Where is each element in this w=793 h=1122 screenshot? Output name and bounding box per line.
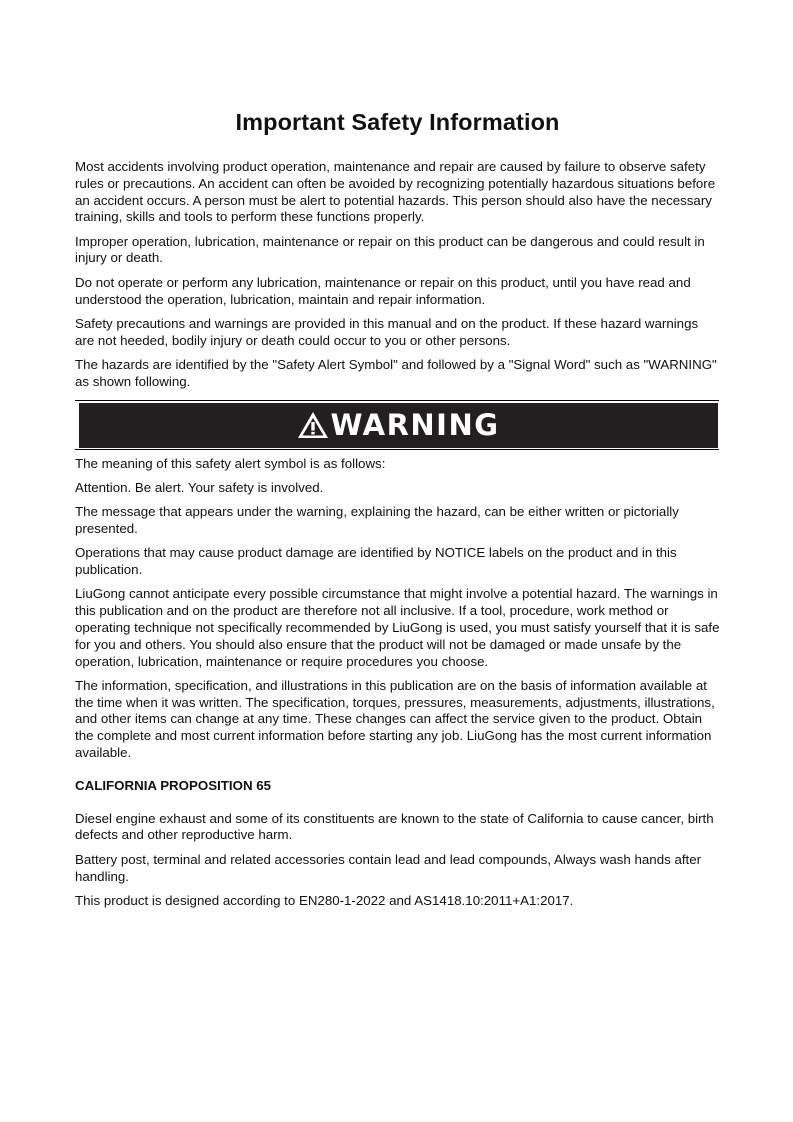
document-page [75,0,720,910]
warning-paragraph: The information, specification, and illustrations in this publication are on the basis of information available at the time when it was written. The specification, torques, pressures, measurements, adjustments, illustrations, and other items can change at any time. These changes can affect the service given to the product. Obtain the complete and most current information before starting any job. LiuGong has the most current information available. [75,677,715,761]
warning-banner-content [297,409,499,441]
warning-paragraph: The meaning of this safety alert symbol is as follows: [75,455,386,471]
intro-paragraph: Most accidents involving product operation, maintenance and repair are caused by failure to observe safety rules or precautions. An accident can often be avoided by recognizing potentially hazardous situations before an accident occurs. A person must be alert to potential hazards. This person should also have the necessary training, skills and tools to perform these functions properly. [75,159,716,225]
warning-signal-word: WARNING [330,408,500,443]
intro-paragraph: The hazards are identified by the "Safety Alert Symbol" and followed by a "Signal Word" such as "WARNING" as shown following. [75,356,717,389]
warning-top-divider [75,400,719,401]
warning-paragraph: The message that appears under the warning, explaining the hazard, can be either written or pictorially presented. [75,504,679,536]
standards-statement: This product is designed according to EN280-1-2022 and AS1418.10:2011+A1:2017. [75,892,574,908]
intro-paragraph: Improper operation, lubrication, maintenance or repair on this product can be dangerous and could result in injury or death. [75,233,705,266]
safety-alert-triangle-icon [297,411,329,439]
warning-paragraph: LiuGong cannot anticipate every possible circumstance that might involve a potential hazard. The warnings in this publication and on the product are therefore not all inclusive. If a tool, procedure, work method or operating technique not specifically recommended by LiuGong is used, you must satisfy yourself that it is safe for you and others. You should also ensure that the product will not be damaged or made unsafe by the operation, lubrication, maintenance or require procedures you choose. [75,586,720,669]
warning-paragraph: Operations that may cause product damage are identified by NOTICE labels on the product and in this publication. [75,545,677,578]
warning-paragraph: Attention. Be alert. Your safety is involved. [75,479,324,495]
prop65-paragraph: Diesel engine exhaust and some of its constituents are known to the state of California to cause cancer, birth defects and other reproductive harm. [75,810,714,843]
prop65-heading: CALIFORNIA PROPOSITION 65 [75,777,272,793]
warning-banner [79,403,718,448]
intro-paragraph: Do not operate or perform any lubrication, maintenance or repair on this product, until you have read and understood the operation, lubrication, maintain and repair information. [75,274,691,307]
page-title: Important Safety Information [235,109,560,135]
prop65-paragraph: Battery post, terminal and related accessories contain lead and lead compounds, Always wash hands after handling. [75,851,702,884]
intro-paragraph: Safety precautions and warnings are provided in this manual and on the product. If these hazard warnings are not heeded, bodily injury or death could occur to you or other persons. [75,315,699,348]
warning-bottom-divider [75,449,719,450]
